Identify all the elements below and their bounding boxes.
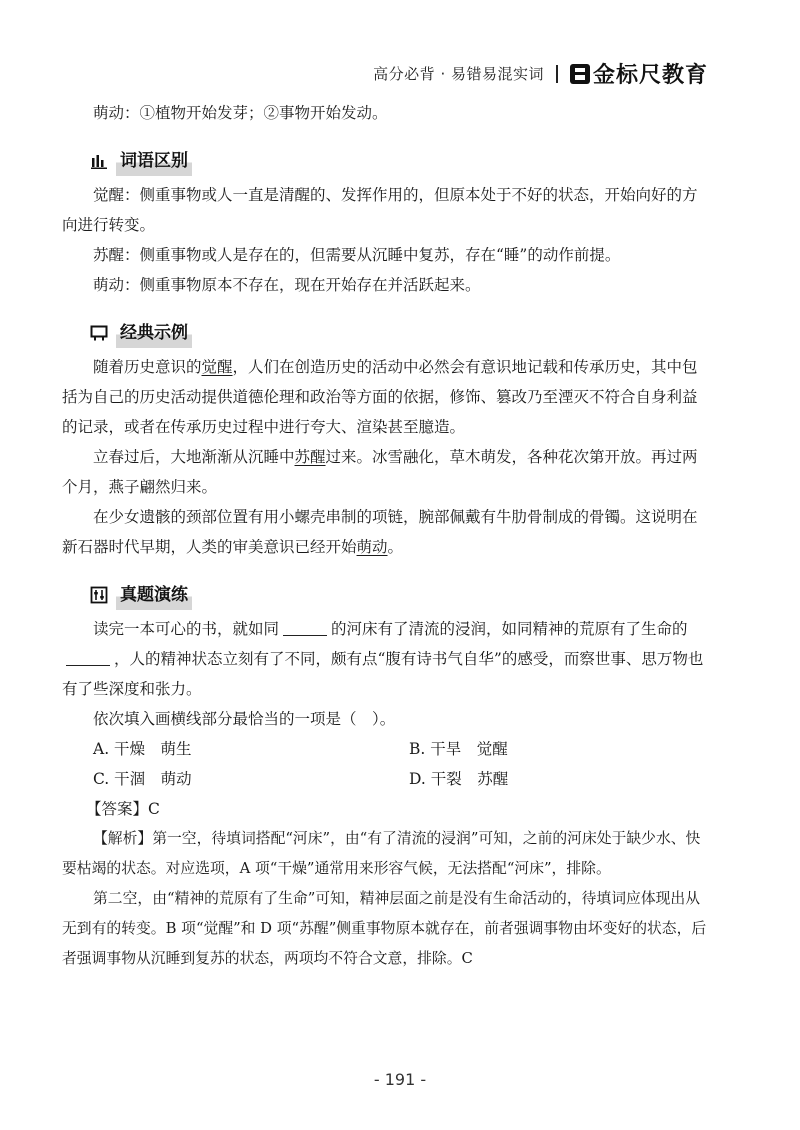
distinction-item-juexing: 觉醒：侧重事物或人一直是清醒的、发挥作用的，但原本处于不好的状态，开始向好的方向进行转变。: [62, 186, 698, 234]
example-1-pre: 随着历史意识的: [93, 358, 202, 376]
example-1-keyword: 觉醒: [201, 358, 233, 376]
option-b: B. 干旱 觉醒: [409, 740, 508, 758]
question-text: [62, 614, 712, 704]
definition-text: 萌动：①植物开始发芽；②事物开始发动。: [93, 104, 388, 122]
section-practice-heading: [62, 580, 712, 610]
page-content: [62, 98, 712, 974]
sliders-icon: [90, 586, 108, 604]
option-c: C. 干涸 萌动: [93, 770, 192, 788]
example-3: [62, 502, 712, 562]
option-a: A. 干燥 萌生: [93, 740, 192, 758]
example-3-post: 。: [387, 538, 404, 556]
blank-2: [66, 649, 110, 666]
section-examples-title: 经典示例: [116, 318, 192, 348]
question-part-2: 的河床有了清流的浸润，如同精神的荒原有了生命的: [331, 620, 688, 638]
option-d: D. 干裂 苏醒: [409, 770, 509, 788]
example-2: [62, 442, 712, 502]
question-instruction: 依次填入画横线部分最恰当的一项是（ ）。: [93, 710, 396, 728]
distinction-item-mengdong: 萌动：侧重事物原本不存在，现在开始存在并活跃起来。: [93, 276, 481, 294]
example-1-post: ，人们在创造历史的活动中必然会有意识地记载和传承历史，其中包括为自己的历史活动提供道德伦理和政治等方面的依据，修饰、篡改乃至湮灭不符合自身利益的记录，或者在传承历史过程中进行夸大、渲染甚至臆造。: [62, 358, 698, 436]
analysis-paragraph-1: 【解析】第一空，待填词搭配“河床”，由“有了清流的浸润”可知，之前的河床处于缺少水、快要枯竭的状态。对应选项，A 项“干燥”通常用来形容气候，无法搭配“河床”，排除。: [62, 830, 701, 877]
answer-options: [62, 734, 712, 794]
example-3-keyword: 萌动: [356, 538, 388, 556]
header-subtitle: 高分必背 · 易错易混实词: [373, 65, 544, 83]
header-divider: [556, 65, 558, 83]
section-practice-title: 真题演练: [116, 580, 192, 610]
section-distinction-heading: [62, 146, 712, 176]
example-2-pre: 立春过后，大地渐渐从沉睡中: [93, 448, 295, 466]
brand-name: 金标尺教育: [592, 63, 708, 88]
brand-logo: [570, 58, 708, 89]
bar-chart-icon: [90, 152, 108, 170]
section-distinction-title: 词语区别: [116, 146, 192, 176]
answer-text: 【答案】C: [86, 800, 160, 818]
analysis-paragraph-2: 第二空，由“精神的荒原有了生命”可知，精神层面之前是没有生命活动的，待填词应体现出从无到有的转变。B 项“觉醒”和 D 项“苏醒”侧重事物原本就存在，前者强调事物由坏变好的状态，后者强调事物从沉睡到复苏的状态，两项均不符合文意，排除。C: [62, 890, 707, 967]
question-part-3: ，人的精神状态立刻有了不同，颇有点“腹有诗书气自华”的感受，而察世事、思万物也有了些深度和张力。: [62, 650, 704, 698]
section-examples-heading: [62, 318, 712, 348]
example-2-keyword: 苏醒: [294, 448, 326, 466]
example-3-pre: 在少女遗骸的颈部位置有用小螺壳串制的项链，腕部佩戴有牛肋骨制成的骨镯。这说明在新石器时代早期，人类的审美意识已经开始: [62, 508, 698, 556]
page-header: [373, 58, 708, 89]
screen-icon: [90, 324, 108, 342]
distinction-item-suxing: 苏醒：侧重事物或人是存在的，但需要从沉睡中复苏，存在“睡”的动作前提。: [93, 246, 621, 264]
blank-1: [283, 619, 327, 636]
question-part-1: 读完一本可心的书，就如同: [93, 620, 280, 638]
example-1: [62, 352, 712, 442]
example-2-post: 过来。冰雪融化，草木萌发，各种花次第开放。再过两个月，燕子翩然归来。: [62, 448, 698, 496]
page-number: - 191 -: [373, 1070, 427, 1089]
brand-logo-icon: [570, 64, 590, 84]
